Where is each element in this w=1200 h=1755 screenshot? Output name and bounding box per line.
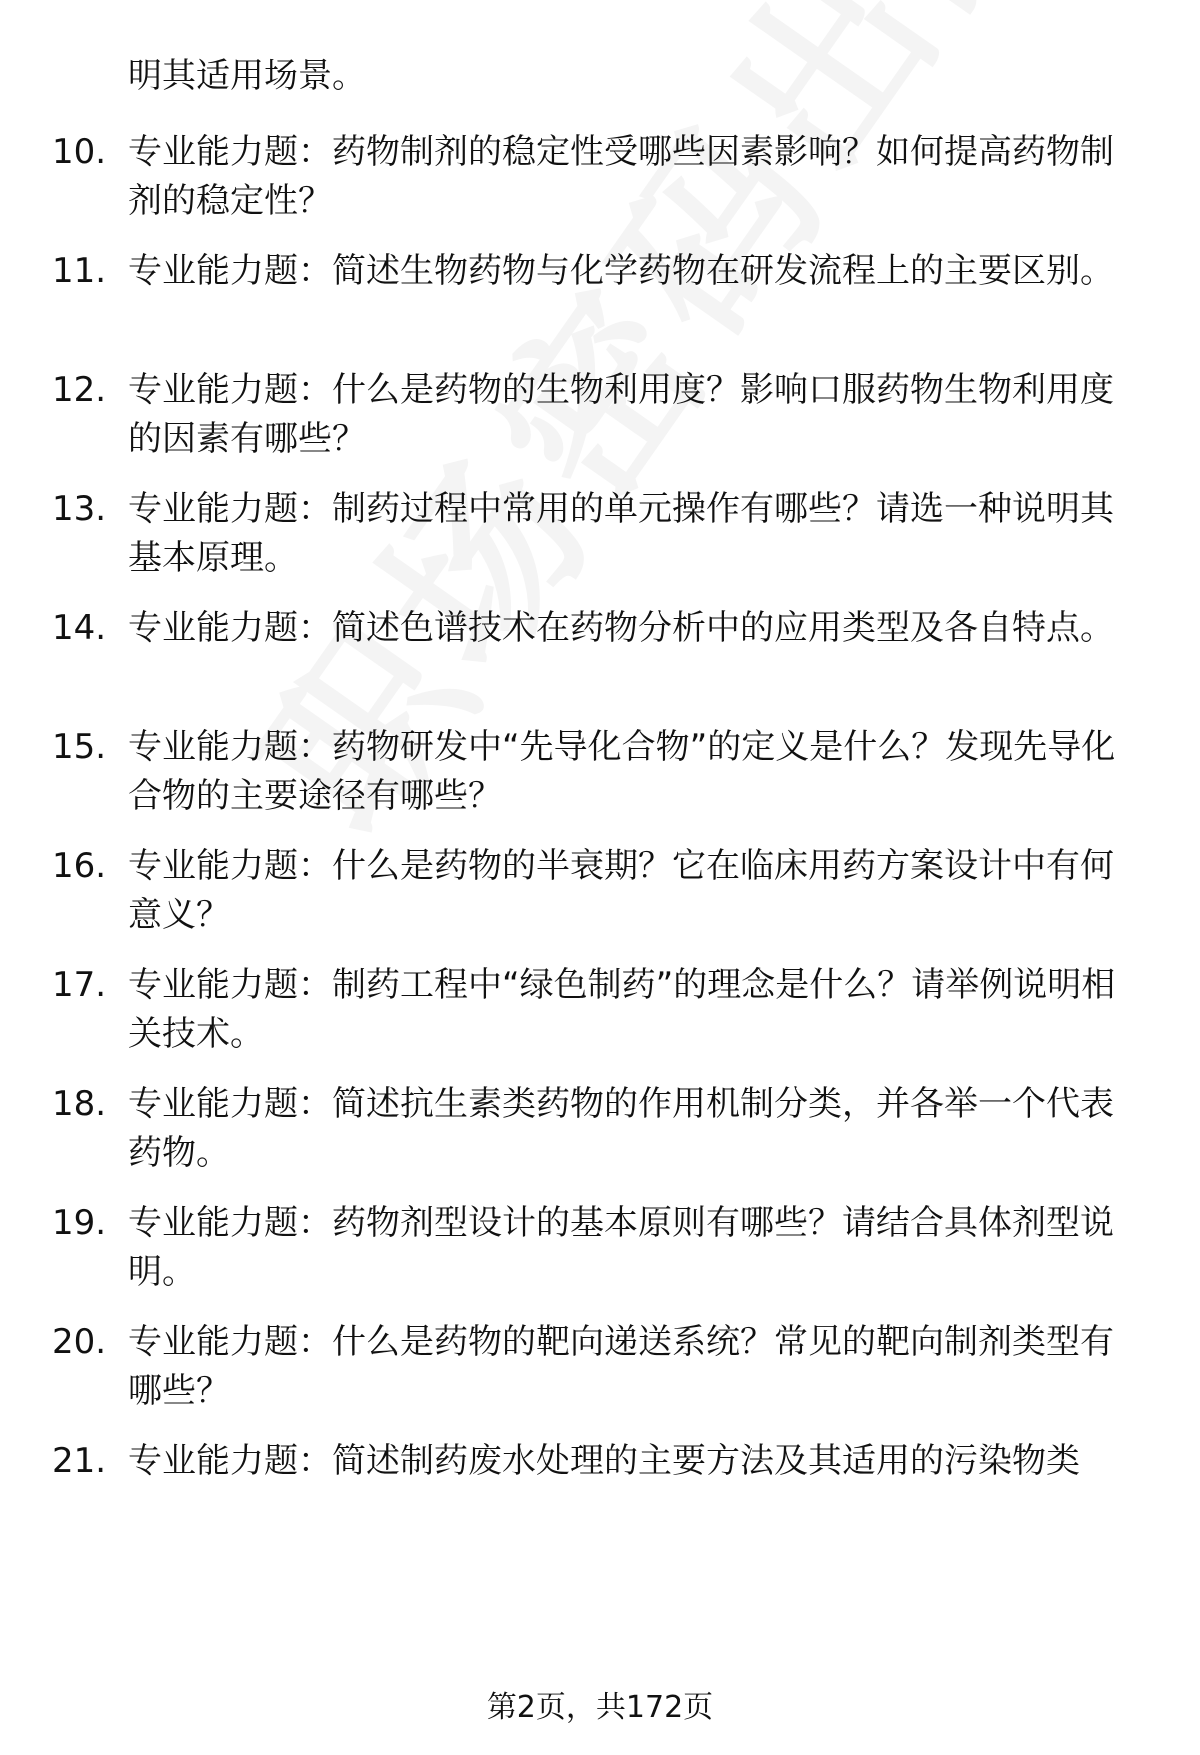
question-number: 19.: [52, 1203, 107, 1243]
question-text: 专业能力题：什么是药物的半衰期？它在临床用药方案设计中有何意义？: [128, 846, 1114, 935]
question-number: 16.: [52, 846, 107, 886]
question-text: 专业能力题：什么是药物的生物利用度？影响口服药物生物利用度的因素有哪些？: [128, 370, 1114, 459]
question-text: 专业能力题：简述生物药物与化学药物在研发流程上的主要区别。: [128, 251, 1114, 291]
question-text: 专业能力题：简述抗生素类药物的作用机制分类，并各举一个代表药物。: [128, 1084, 1114, 1173]
question-text: 专业能力题：什么是药物的靶向递送系统？常见的靶向制剂类型有哪些？: [128, 1322, 1114, 1411]
question-text: 专业能力题：药物制剂的稳定性受哪些因素影响？如何提高药物制剂的稳定性？: [128, 132, 1114, 221]
question-number: 21.: [52, 1441, 107, 1481]
question-text: 专业能力题：简述色谱技术在药物分析中的应用类型及各自特点。: [128, 608, 1114, 648]
question-number: 14.: [52, 608, 107, 648]
continued-paragraph: 明其适用场景。: [128, 56, 366, 96]
question-number: 11.: [52, 251, 107, 291]
question-text: 专业能力题：制药过程中常用的单元操作有哪些？请选一种说明其基本原理。: [128, 489, 1114, 578]
question-text: 专业能力题：制药工程中“绿色制药”的理念是什么？请举例说明相关技术。: [128, 965, 1116, 1054]
question-number: 15.: [52, 727, 107, 767]
question-number: 12.: [52, 370, 107, 410]
question-number: 17.: [52, 965, 107, 1005]
question-number: 10.: [52, 132, 107, 172]
question-number: 18.: [52, 1084, 107, 1124]
question-text: 专业能力题：简述制药废水处理的主要方法及其适用的污染物类: [128, 1441, 1080, 1481]
question-number: 13.: [52, 489, 107, 529]
question-number: 20.: [52, 1322, 107, 1362]
question-text: 专业能力题：药物剂型设计的基本原则有哪些？请结合具体剂型说明。: [128, 1203, 1114, 1292]
question-text: 专业能力题：药物研发中“先导化合物”的定义是什么？发现先导化合物的主要途径有哪些？: [128, 727, 1116, 816]
page-number-footer: 第2页，共172页: [486, 1690, 714, 1725]
